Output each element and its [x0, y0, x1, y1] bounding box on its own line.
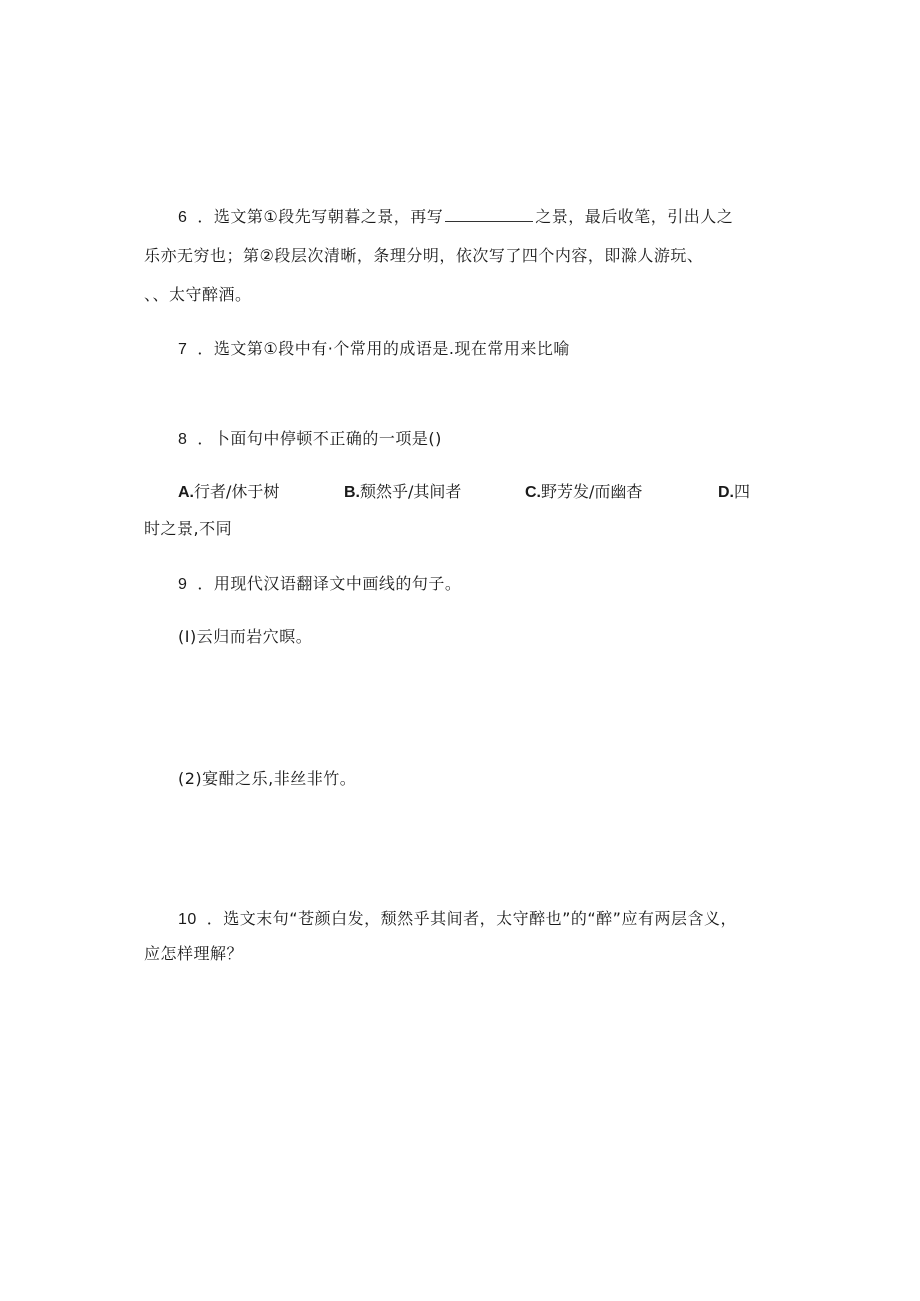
q6-line2: 乐亦无穷也；第②段层次清晰，条理分明，依次写了四个内容，即滁人游玩、	[144, 246, 704, 265]
q8-number: 8	[178, 431, 188, 448]
q8-line	[178, 428, 442, 451]
q6-blank[interactable]	[445, 207, 533, 222]
q10-line1	[178, 908, 737, 931]
q8-option-d-continued: 时之景,不同	[144, 519, 233, 538]
q10-text: ．选文末句“苍颜白发，颓然乎其间者，太守醉也”的“醉”应有两层含义，	[206, 909, 737, 928]
q8-option-a[interactable]	[178, 481, 279, 504]
q6-number: 6	[178, 209, 188, 226]
q9-line	[178, 573, 461, 596]
q9-sub2: (2)宴酣之乐,非丝非竹。	[178, 769, 357, 788]
q8-option-c-text: 野芳发/而幽杳	[541, 482, 643, 501]
q10-number: 10	[178, 911, 197, 928]
q8-option-b[interactable]	[344, 481, 461, 504]
q8-option-c[interactable]	[525, 481, 642, 504]
q8-option-d-letter: D.	[718, 484, 734, 501]
q8-option-a-text: 行者/休于树	[194, 482, 280, 501]
q10-line2: 应怎样理解？	[144, 944, 244, 963]
q7-line	[178, 338, 570, 361]
q6-text-pre: ．选文第①段先写朝暮之景，再写	[197, 207, 444, 226]
q6-line3: 、、太守醉酒。	[144, 285, 252, 304]
q8-text: ．卜面句中停顿不正确的一项是()	[197, 429, 442, 448]
q9-sub1: (I)云归而岩穴暝。	[178, 627, 313, 646]
q8-option-b-letter: B.	[344, 484, 360, 501]
q8-option-b-text: 颓然乎/其间者	[360, 482, 462, 501]
q7-number: 7	[178, 341, 188, 358]
q6-text-post: 之景，最后收笔，引出人之	[535, 207, 734, 226]
q8-option-d[interactable]	[718, 481, 750, 504]
q8-option-a-letter: A.	[178, 484, 194, 501]
q6-line1	[178, 206, 733, 229]
q7-text: ．选文第①段中有·个常用的成语是.现在常用来比喻	[197, 339, 570, 358]
q8-option-c-letter: C.	[525, 484, 541, 501]
q8-option-d-text: 四	[734, 482, 751, 501]
q9-text: ．用现代汉语翻译文中画线的句子。	[197, 574, 462, 593]
q9-number: 9	[178, 576, 188, 593]
